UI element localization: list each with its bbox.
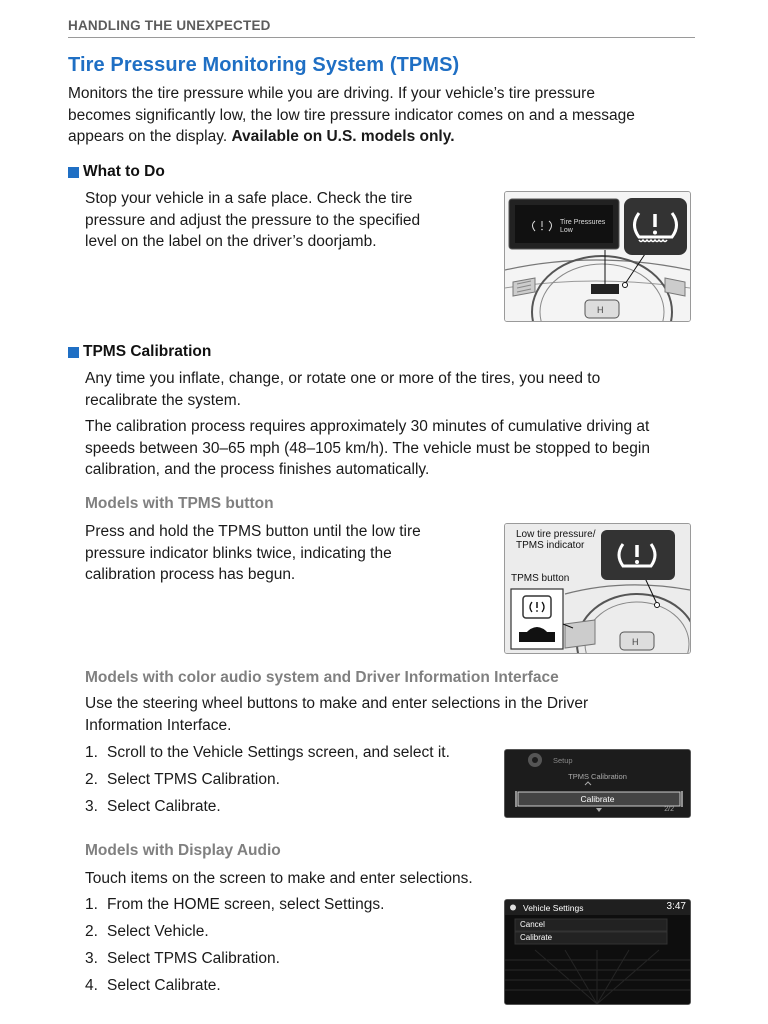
indicator-callout [516,529,595,551]
intro-line-3-plain: appears on the display. [68,128,232,145]
color-audio-intro [85,693,705,736]
what-to-do-line: Stop your vehicle in a safe place. Check the tire [85,190,413,207]
calibration-line: calibration, and the process finishes automatically. [85,461,430,478]
what-to-do-text [85,188,420,253]
display-audio-vehicle-settings-screen [504,899,691,1005]
dii-screen-svg [505,750,690,817]
tpms-calibration-heading-text: TPMS Calibration [83,343,212,360]
step-text: Select Calibrate. [107,977,221,994]
intro-line-1: Monitors the tire pressure while you are driving. If your vehicle’s tire pressure [68,85,595,102]
display-audio-intro: Touch items on the screen to make and enter selections. [85,870,473,887]
color-audio-models-heading: Models with color audio system and Driver Information Interface [85,669,559,686]
dashboard-svg [505,192,690,321]
list-item [85,896,384,923]
color-audio-steps [85,744,450,825]
calibration-paragraph-2 [85,416,705,481]
tpms-button-line: pressure indicator blinks twice, indicating the [85,544,392,562]
step-text: From the HOME screen, select Settings. [107,896,385,913]
availability-note: Available on U.S. models only. [231,128,455,145]
calibration-line: speeds between 30–65 mph (48–105 km/h). The vehicle must be stopped to begin [85,439,650,457]
step-text: Select TPMS Calibration. [107,771,280,788]
display-audio-models-heading: Models with Display Audio [85,842,281,859]
setup-title: Setup [553,756,573,765]
step-number: 2. [85,771,98,788]
intro-paragraph [68,83,698,148]
dashboard-warning-illustration [504,191,691,322]
display-message [560,219,605,235]
display-message-line-2: Low [560,227,573,234]
what-to-do-heading [68,163,165,181]
vehicle-settings-title: Vehicle Settings [523,903,584,913]
tpms-button-callout: TPMS button [511,573,570,584]
tpms-button-illustration [504,523,691,654]
dii-setup-screen [504,749,691,818]
intro-line-3 [68,126,698,148]
what-to-do-line: pressure and adjust the pressure to the specified [85,211,421,229]
calibrate-selected-item: Calibrate [580,794,615,804]
step-number: 1. [85,896,98,913]
list-item [85,744,450,771]
display-message-line-1: Tire Pressures [560,219,606,226]
cancel-option: Cancel [520,920,545,929]
calibration-line: recalibrate the system. [85,391,241,409]
step-number: 1. [85,744,98,761]
indicator-callout-line-2: TPMS indicator [516,540,585,551]
page-title: Tire Pressure Monitoring System (TPMS) [68,54,460,76]
color-audio-intro-line: Use the steering wheel buttons to make and enter selections in the Driver [85,695,589,712]
tpms-button-line: Press and hold the TPMS button until the low tire [85,523,421,540]
list-item [85,977,384,1004]
calibrate-option: Calibrate [520,933,553,942]
calibration-line: Any time you inflate, change, or rotate one or more of the tires, you need to [85,370,601,387]
step-number: 4. [85,977,98,994]
display-audio-steps [85,896,384,1004]
indicator-callout-line-1: Low tire pressure/ [516,529,596,540]
calibration-line: The calibration process requires approximately 30 minutes of cumulative driving at [85,418,650,435]
step-text: Select Vehicle. [107,923,209,940]
step-number: 2. [85,923,98,940]
section-marker-icon [68,347,79,358]
svg-text:H: H [597,305,604,315]
what-to-do-line: level on the label on the driver’s doorjamb. [85,233,377,250]
list-item [85,798,450,825]
tpms-calibration-heading [68,343,211,361]
list-item [85,771,450,798]
color-audio-intro-line: Information Interface. [85,716,232,734]
what-to-do-heading-text: What to Do [83,163,165,180]
section-marker-icon [68,167,79,178]
tpms-button-text [85,521,421,586]
step-text: Scroll to the Vehicle Settings screen, and select it. [107,744,450,761]
clock: 3:47 [666,901,686,912]
step-number: 3. [85,950,98,967]
page-indicator: 2/2 [664,806,674,813]
intro-line-2: becomes significantly low, the low tire pressure indicator comes on and a message [68,106,635,124]
display-audio-screen-svg [505,900,690,1004]
list-item [85,950,384,977]
section-header: HANDLING THE UNEXPECTED [68,18,695,38]
tpms-calibration-item: TPMS Calibration [568,772,627,781]
svg-text:H: H [632,637,639,647]
step-number: 3. [85,798,98,815]
tpms-button-line: calibration process has begun. [85,566,296,583]
step-text: Select Calibrate. [107,798,221,815]
step-text: Select TPMS Calibration. [107,950,280,967]
calibration-paragraph-1 [85,368,705,411]
tpms-button-models-heading: Models with TPMS button [85,495,274,512]
list-item [85,923,384,950]
